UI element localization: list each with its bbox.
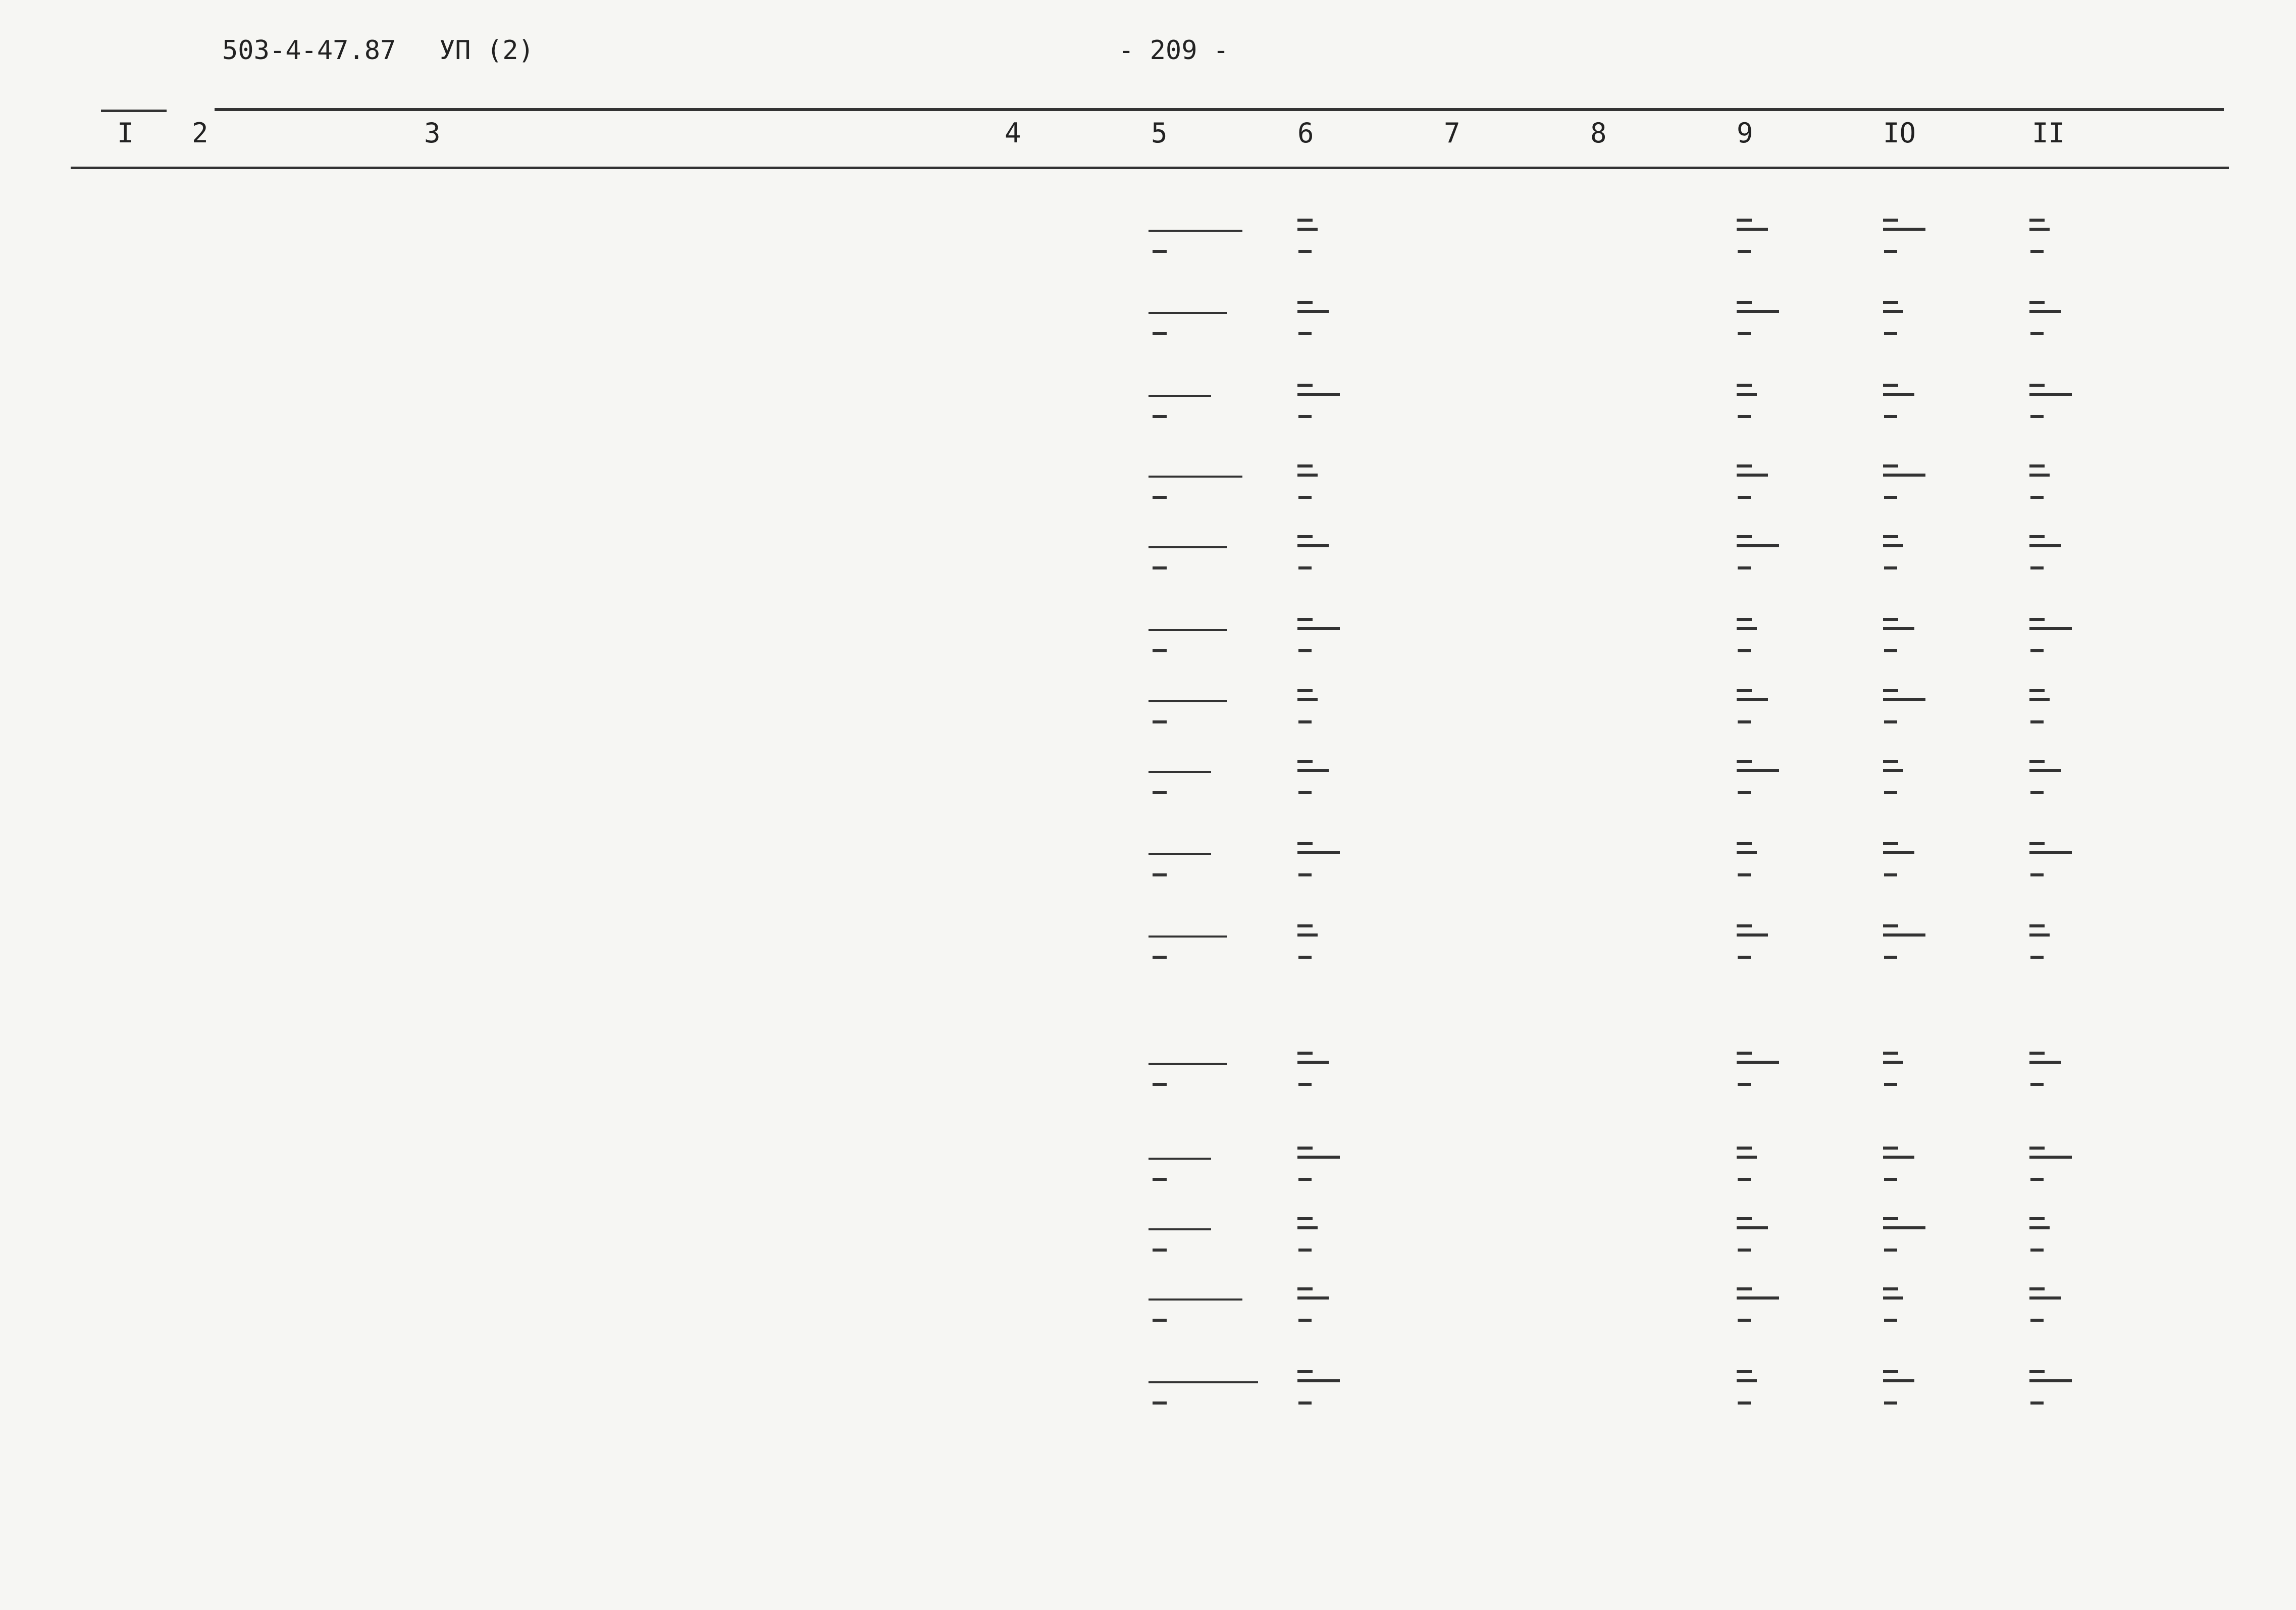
col10-ditto-b	[1883, 310, 1903, 313]
col9-ditto-b	[1737, 627, 1757, 630]
col9-ditto-sub	[1738, 566, 1751, 569]
col11-ditto-b	[2029, 228, 2050, 231]
col11-ditto-a	[2029, 1147, 2045, 1150]
col10-ditto-sub	[1884, 1319, 1897, 1322]
table-row	[0, 440, 2296, 511]
col6-ditto-b	[1297, 1226, 1318, 1229]
col6-ditto-b	[1297, 1156, 1340, 1159]
price-sub-dash	[1153, 415, 1167, 418]
table-row	[0, 736, 2296, 816]
col6-ditto-a	[1297, 219, 1313, 222]
col9-ditto-a	[1737, 384, 1752, 387]
col11-ditto-a	[2029, 1052, 2045, 1055]
col9-ditto-sub	[1738, 649, 1751, 652]
col10-ditto-a	[1883, 1147, 1898, 1150]
col9-ditto-b	[1737, 1379, 1757, 1382]
col9-ditto-a	[1737, 464, 1752, 468]
col11-ditto-b	[2029, 698, 2050, 701]
table-row	[0, 1263, 2296, 1344]
table-row	[0, 665, 2296, 736]
col10-ditto-a	[1883, 689, 1898, 692]
col10-ditto-b	[1883, 1296, 1903, 1300]
col11-ditto-a	[2029, 464, 2045, 468]
col9-ditto-b	[1737, 1061, 1779, 1064]
col9-ditto-a	[1737, 924, 1752, 927]
col11-ditto-sub	[2030, 956, 2044, 959]
col10-ditto-a	[1883, 618, 1898, 621]
table-row	[0, 194, 2296, 275]
col-header-8: 8	[1590, 117, 1607, 149]
col6-ditto-a	[1297, 1217, 1313, 1220]
col6-ditto-a	[1297, 464, 1313, 468]
col6-ditto-b	[1297, 1379, 1340, 1382]
col6-ditto-sub	[1298, 649, 1312, 652]
col9-ditto-sub	[1738, 415, 1751, 418]
col11-ditto-b	[2029, 310, 2061, 313]
col11-ditto-sub	[2030, 250, 2044, 253]
col10-ditto-b	[1883, 698, 1925, 701]
col11-ditto-sub	[2030, 873, 2044, 876]
col9-ditto-a	[1737, 301, 1752, 304]
col9-ditto-a	[1737, 1217, 1752, 1220]
col-header-1: I	[117, 117, 134, 149]
col11-ditto-a	[2029, 618, 2045, 621]
table-row	[0, 511, 2296, 582]
col11-ditto-a	[2029, 219, 2045, 222]
col11-ditto-sub	[2030, 1178, 2044, 1181]
col11-ditto-sub	[2030, 566, 2044, 569]
col6-ditto-a	[1297, 301, 1313, 304]
col9-ditto-b	[1737, 310, 1779, 313]
col10-ditto-a	[1883, 464, 1898, 468]
col11-ditto-sub	[2030, 1249, 2044, 1252]
col9-ditto-b	[1737, 769, 1779, 772]
col11-ditto-sub	[2030, 1319, 2044, 1322]
col-header-9: 9	[1737, 117, 1753, 149]
col6-ditto-a	[1297, 689, 1313, 692]
col6-ditto-sub	[1298, 415, 1312, 418]
col10-ditto-a	[1883, 535, 1898, 538]
col9-ditto-b	[1737, 474, 1768, 477]
col9-ditto-b	[1737, 228, 1768, 231]
col11-ditto-b	[2029, 769, 2061, 772]
col9-ditto-a	[1737, 1147, 1752, 1150]
col10-ditto-sub	[1884, 566, 1897, 569]
price-sub-dash	[1153, 1083, 1167, 1086]
price-underline	[1149, 312, 1227, 314]
col6-ditto-b	[1297, 769, 1329, 772]
col6-ditto-b	[1297, 393, 1340, 396]
col6-ditto-sub	[1298, 566, 1312, 569]
col6-ditto-a	[1297, 384, 1313, 387]
col9-ditto-sub	[1738, 1319, 1751, 1322]
col6-ditto-sub	[1298, 1178, 1312, 1181]
col10-ditto-a	[1883, 1287, 1898, 1290]
col10-ditto-a	[1883, 924, 1898, 927]
price-sub-dash	[1153, 566, 1167, 569]
col9-ditto-b	[1737, 698, 1768, 701]
col9-ditto-b	[1737, 933, 1768, 937]
price-underline	[1149, 230, 1242, 232]
col11-ditto-sub	[2030, 649, 2044, 652]
col11-ditto-b	[2029, 1296, 2061, 1300]
col9-ditto-a	[1737, 689, 1752, 692]
col-header-3: 3	[424, 117, 441, 149]
col10-ditto-sub	[1884, 250, 1897, 253]
price-sub-dash	[1153, 1178, 1167, 1181]
price-sub-dash	[1153, 791, 1167, 794]
col9-ditto-sub	[1738, 496, 1751, 499]
col9-ditto-sub	[1738, 956, 1751, 959]
col6-ditto-b	[1297, 933, 1318, 937]
price-sub-dash	[1153, 720, 1167, 723]
col-header-5: 5	[1151, 117, 1168, 149]
col11-ditto-b	[2029, 851, 2072, 854]
col10-ditto-a	[1883, 842, 1898, 845]
col10-ditto-a	[1883, 760, 1898, 763]
col9-ditto-sub	[1738, 1249, 1751, 1252]
price-underline	[1149, 1158, 1211, 1160]
col10-ditto-sub	[1884, 720, 1897, 723]
price-sub-dash	[1153, 1319, 1167, 1322]
col6-ditto-sub	[1298, 956, 1312, 959]
col6-ditto-sub	[1298, 1249, 1312, 1252]
col10-ditto-sub	[1884, 873, 1897, 876]
col6-ditto-sub	[1298, 791, 1312, 794]
col6-ditto-b	[1297, 1296, 1329, 1300]
col10-ditto-a	[1883, 301, 1898, 304]
col11-ditto-a	[2029, 1217, 2045, 1220]
col6-ditto-sub	[1298, 1401, 1312, 1405]
col11-ditto-a	[2029, 924, 2045, 927]
price-underline	[1149, 395, 1211, 397]
col6-ditto-a	[1297, 760, 1313, 763]
col10-ditto-a	[1883, 1217, 1898, 1220]
price-underline	[1149, 476, 1242, 478]
price-underline	[1149, 1299, 1242, 1301]
col10-ditto-b	[1883, 228, 1925, 231]
col10-ditto-a	[1883, 1370, 1898, 1373]
col6-ditto-b	[1297, 228, 1318, 231]
col11-ditto-a	[2029, 535, 2045, 538]
price-underline	[1149, 546, 1227, 548]
col10-ditto-sub	[1884, 956, 1897, 959]
col9-ditto-sub	[1738, 791, 1751, 794]
col11-ditto-a	[2029, 1370, 2045, 1373]
col9-ditto-a	[1737, 1052, 1752, 1055]
col-header-7: 7	[1444, 117, 1460, 149]
col6-ditto-sub	[1298, 873, 1312, 876]
col11-ditto-b	[2029, 1379, 2072, 1382]
price-underline	[1149, 629, 1227, 631]
price-sub-dash	[1153, 496, 1167, 499]
col9-ditto-sub	[1738, 720, 1751, 723]
table-row	[0, 277, 2296, 357]
col6-ditto-b	[1297, 698, 1318, 701]
col11-ditto-sub	[2030, 1401, 2044, 1405]
col6-ditto-b	[1297, 627, 1340, 630]
col6-ditto-a	[1297, 618, 1313, 621]
col11-ditto-b	[2029, 474, 2050, 477]
col10-ditto-sub	[1884, 1401, 1897, 1405]
col10-ditto-a	[1883, 384, 1898, 387]
col11-ditto-sub	[2030, 496, 2044, 499]
col11-ditto-a	[2029, 1287, 2045, 1290]
col11-ditto-b	[2029, 627, 2072, 630]
price-sub-dash	[1153, 649, 1167, 652]
col9-ditto-a	[1737, 1287, 1752, 1290]
col6-ditto-b	[1297, 310, 1329, 313]
col10-ditto-sub	[1884, 791, 1897, 794]
col11-ditto-b	[2029, 1226, 2050, 1229]
col10-ditto-b	[1883, 851, 1914, 854]
col6-ditto-a	[1297, 1370, 1313, 1373]
col10-ditto-b	[1883, 933, 1925, 937]
col9-ditto-a	[1737, 618, 1752, 621]
col9-ditto-sub	[1738, 1401, 1751, 1405]
col6-ditto-a	[1297, 535, 1313, 538]
col11-ditto-b	[2029, 1061, 2061, 1064]
col9-ditto-a	[1737, 760, 1752, 763]
col9-ditto-sub	[1738, 332, 1751, 335]
col9-ditto-b	[1737, 393, 1757, 396]
table-row	[0, 1346, 2296, 1427]
col6-ditto-a	[1297, 842, 1313, 845]
price-underline	[1149, 936, 1227, 938]
col10-ditto-sub	[1884, 1178, 1897, 1181]
col6-ditto-a	[1297, 1147, 1313, 1150]
col9-ditto-b	[1737, 1296, 1779, 1300]
price-underline	[1149, 1381, 1258, 1383]
table-top-rule	[215, 108, 2224, 111]
col10-ditto-b	[1883, 627, 1914, 630]
col10-ditto-b	[1883, 393, 1914, 396]
col9-ditto-b	[1737, 1226, 1768, 1229]
col10-ditto-sub	[1884, 1249, 1897, 1252]
col6-ditto-sub	[1298, 332, 1312, 335]
col10-ditto-a	[1883, 1052, 1898, 1055]
col6-ditto-sub	[1298, 1319, 1312, 1322]
table-row	[0, 1122, 2296, 1193]
col11-ditto-b	[2029, 544, 2061, 547]
col9-ditto-b	[1737, 851, 1757, 854]
doc-code: 503-4-47.87	[222, 35, 396, 66]
col6-ditto-sub	[1298, 1083, 1312, 1086]
price-sub-dash	[1153, 1249, 1167, 1252]
col11-ditto-b	[2029, 1156, 2072, 1159]
col9-ditto-sub	[1738, 873, 1751, 876]
price-sub-dash	[1153, 1401, 1167, 1405]
col10-ditto-b	[1883, 1379, 1914, 1382]
col-header-10: IO	[1883, 117, 1916, 149]
table-row	[0, 900, 2296, 981]
col11-ditto-sub	[2030, 332, 2044, 335]
col11-ditto-a	[2029, 842, 2045, 845]
col6-ditto-b	[1297, 544, 1329, 547]
col10-ditto-b	[1883, 544, 1903, 547]
col10-ditto-b	[1883, 769, 1903, 772]
col9-ditto-a	[1737, 1370, 1752, 1373]
col11-ditto-a	[2029, 760, 2045, 763]
col6-ditto-sub	[1298, 720, 1312, 723]
col10-ditto-sub	[1884, 649, 1897, 652]
col11-ditto-b	[2029, 933, 2050, 937]
table-row	[0, 594, 2296, 674]
header-bottom-rule	[71, 167, 2229, 169]
col11-ditto-sub	[2030, 415, 2044, 418]
col9-ditto-sub	[1738, 250, 1751, 253]
col-header-11: II	[2032, 117, 2065, 149]
col6-ditto-a	[1297, 1287, 1313, 1290]
col10-ditto-a	[1883, 219, 1898, 222]
col9-ditto-b	[1737, 544, 1779, 547]
table-row	[0, 818, 2296, 899]
price-underline	[1149, 1228, 1211, 1230]
price-underline	[1149, 700, 1227, 702]
table-row	[0, 359, 2296, 440]
price-underline	[1149, 853, 1211, 855]
col-header-4: 4	[1005, 117, 1021, 149]
table-top-rule-left	[101, 110, 167, 112]
col11-ditto-sub	[2030, 791, 2044, 794]
col10-ditto-sub	[1884, 332, 1897, 335]
price-underline	[1149, 771, 1211, 773]
col-header-6: 6	[1297, 117, 1314, 149]
col11-ditto-sub	[2030, 1083, 2044, 1086]
album-label: УП (2)	[439, 35, 534, 66]
col9-ditto-b	[1737, 1156, 1757, 1159]
table-row	[0, 982, 2296, 1123]
col9-ditto-a	[1737, 219, 1752, 222]
col10-ditto-b	[1883, 474, 1925, 477]
col11-ditto-a	[2029, 689, 2045, 692]
price-sub-dash	[1153, 873, 1167, 876]
col9-ditto-a	[1737, 842, 1752, 845]
table-row	[0, 1193, 2296, 1264]
col11-ditto-b	[2029, 393, 2072, 396]
col6-ditto-sub	[1298, 496, 1312, 499]
price-sub-dash	[1153, 332, 1167, 335]
col9-ditto-a	[1737, 535, 1752, 538]
col6-ditto-sub	[1298, 250, 1312, 253]
col10-ditto-b	[1883, 1061, 1903, 1064]
col6-ditto-b	[1297, 474, 1318, 477]
col6-ditto-b	[1297, 851, 1340, 854]
col6-ditto-a	[1297, 1052, 1313, 1055]
col9-ditto-sub	[1738, 1178, 1751, 1181]
col10-ditto-sub	[1884, 496, 1897, 499]
col10-ditto-sub	[1884, 415, 1897, 418]
page-number: - 209 -	[1118, 35, 1229, 66]
col10-ditto-b	[1883, 1226, 1925, 1229]
col6-ditto-a	[1297, 924, 1313, 927]
price-sub-dash	[1153, 250, 1167, 253]
col11-ditto-a	[2029, 301, 2045, 304]
price-sub-dash	[1153, 956, 1167, 959]
col-header-2: 2	[192, 117, 208, 149]
col11-ditto-sub	[2030, 720, 2044, 723]
col10-ditto-b	[1883, 1156, 1914, 1159]
col6-ditto-b	[1297, 1061, 1329, 1064]
col10-ditto-sub	[1884, 1083, 1897, 1086]
price-underline	[1149, 1063, 1227, 1065]
col9-ditto-sub	[1738, 1083, 1751, 1086]
col11-ditto-a	[2029, 384, 2045, 387]
